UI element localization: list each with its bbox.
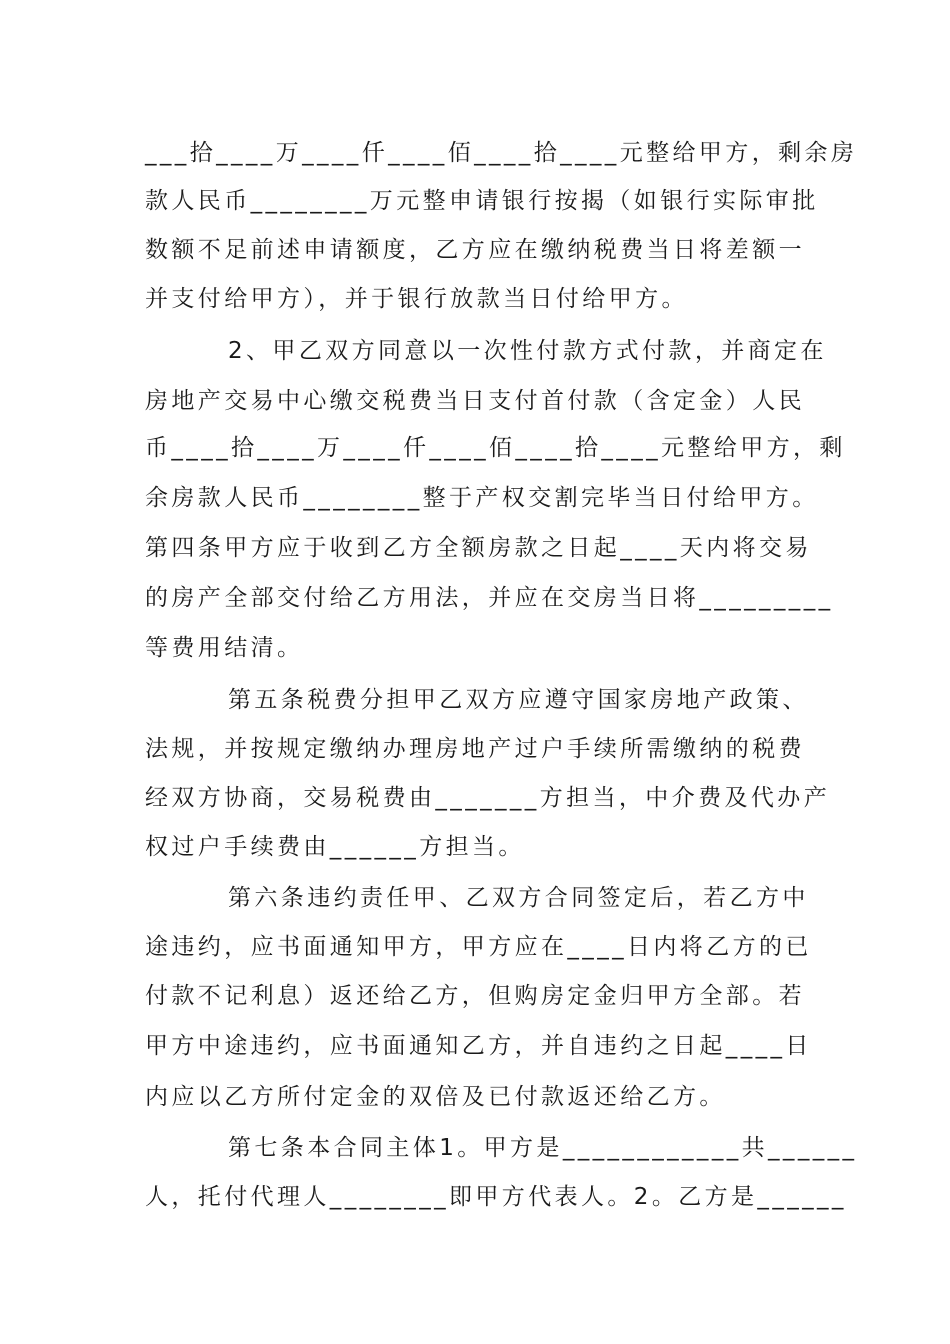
text-line: 币____拾____万____仟____佰____拾____元整给甲方，剩 [145,435,846,461]
text-line: 内应以乙方所付定金的双倍及已付款返还给乙方。 [145,1084,726,1110]
text-line: 法规，并按规定缴纳办理房地产过户手续所需缴纳的税费 [145,736,805,762]
text-line: 付款不记利息）返还给乙方，但购房定金归甲方全部。若 [145,983,805,1009]
text-line: 等费用结清。 [145,635,304,661]
text-line: 权过户手续费由______方担当。 [145,834,525,860]
text-line: 经双方协商，交易税费由_______方担当，中介费及代办产 [145,785,831,811]
text-line: 甲方中途违约，应书面通知乙方，并自违约之日起____日 [145,1033,812,1059]
clause-5-line: 第五条税费分担甲乙双方应遵守国家房地产政策、 [228,687,809,713]
clause-4-line: 第四条甲方应于收到乙方全额房款之日起____天内将交易 [145,535,812,561]
text-line: 款人民币________万元整申请银行按揭（如银行实际审批 [145,188,819,214]
paragraph-start-line: 2、甲乙双方同意以一次性付款方式付款，并商定在 [228,338,827,364]
text-line: 房地产交易中心缴交税费当日支付首付款（含定金）人民 [145,388,805,414]
text-line: 数额不足前述申请额度，乙方应在缴纳税费当日将差额一 [145,237,805,263]
text-line: 余房款人民币________整于产权交割完毕当日付给甲方。 [145,485,819,511]
text-line: 的房产全部交付给乙方用法，并应在交房当日将_________ [145,585,834,611]
clause-6-line: 第六条违约责任甲、乙双方合同签定后，若乙方中 [228,885,809,911]
text-line: 人，托付代理人________即甲方代表人。2。乙方是______ [145,1184,847,1210]
text-line: 并支付给甲方），并于银行放款当日付给甲方。 [145,286,688,312]
clause-7-line: 第七条本合同主体1。甲方是____________共______ [228,1135,858,1161]
text-line: 途违约，应书面通知甲方，甲方应在____日内将乙方的已 [145,934,812,960]
text-line: ___拾____万____仟____佰____拾____元整给甲方，剩余房 [145,140,858,166]
